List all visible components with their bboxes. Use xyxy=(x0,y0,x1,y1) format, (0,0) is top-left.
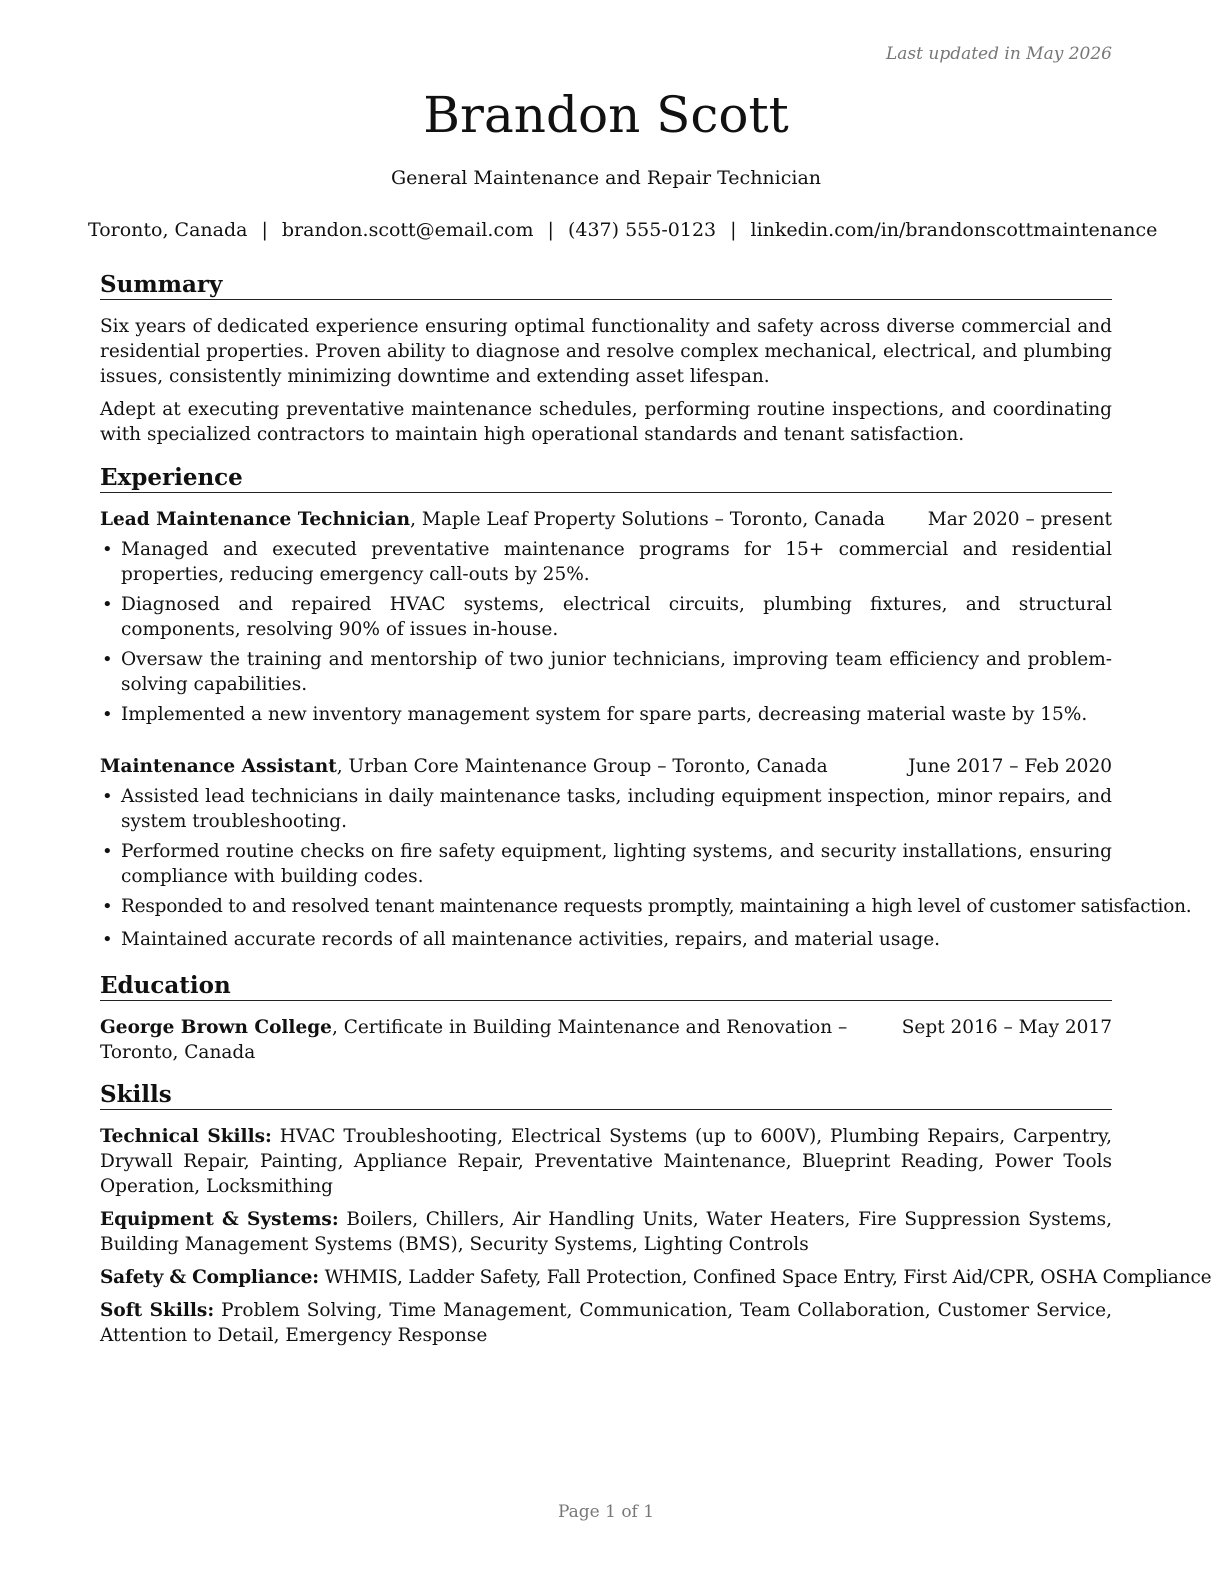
job-bullets xyxy=(100,537,1112,727)
bullet-item: • Diagnosed and repaired HVAC systems, electrical circuits, plumbing fixtures, and structural components, resolving 90% of issues in-house. xyxy=(100,592,1112,642)
skills-section xyxy=(100,1081,1212,1348)
section-title: Skills xyxy=(100,1081,1112,1110)
section-title: Summary xyxy=(100,271,1112,300)
skill-value: Problem Solving, Time Management, Communication, Team Collaboration, Customer Service, Attention to Detail, Emergency Response xyxy=(100,1300,1112,1346)
job-company: , Maple Leaf Property Solutions – Toronto, Canada xyxy=(410,509,886,530)
education-dates: Sept 2016 – May 2017 xyxy=(901,1017,1112,1038)
job-headline: General Maintenance and Repair Technician xyxy=(390,167,822,189)
bullet-item: • Managed and executed preventative maintenance programs for 15+ commercial and residential properties, reducing emergency call-outs by 25%. xyxy=(100,537,1112,587)
candidate-name: Brandon Scott xyxy=(423,86,789,144)
job-company: , Urban Core Maintenance Group – Toronto, Canada xyxy=(336,756,828,777)
summary-paragraph: Adept at executing preventative maintenance schedules, performing routine inspections, and coordinating with specialized contractors to maintain high operational standards and tenant satisfaction. xyxy=(100,399,1112,445)
bullet-item: • Assisted lead technicians in daily maintenance tasks, including equipment inspection, minor repairs, and system troubleshooting. xyxy=(100,784,1112,834)
phone: (437) 555-0123 xyxy=(567,219,717,241)
page-number: Page 1 of 1 xyxy=(557,1502,655,1522)
skill-row xyxy=(100,1298,1112,1348)
education-entry xyxy=(100,1015,1112,1065)
section-title: Education xyxy=(100,972,1112,1001)
section-title: Experience xyxy=(100,464,1112,493)
education-section xyxy=(100,972,1112,1065)
job-bullets xyxy=(100,784,1192,952)
bullet-item: • Oversaw the training and mentorship of two junior technicians, improving team efficiency and problem-solving capabilities. xyxy=(100,647,1112,697)
separator: | xyxy=(730,219,737,241)
skill-row xyxy=(100,1124,1112,1199)
linkedin-link[interactable]: linkedin.com/in/brandonscottmaintenance xyxy=(750,219,1158,241)
experience-section xyxy=(100,464,1192,952)
skill-value: WHMIS, Ladder Safety, Fall Protection, Confined Space Entry, First Aid/CPR, OSHA Compliance xyxy=(324,1267,1212,1288)
education-details: , Certificate in Building Maintenance and Renovation – Toronto, Canada xyxy=(100,1017,848,1063)
skill-row xyxy=(100,1207,1112,1257)
bullet-item: • Performed routine checks on fire safety equipment, lighting systems, and security installations, ensuring compliance with building codes. xyxy=(100,839,1112,889)
skill-label: Soft Skills: xyxy=(100,1300,215,1321)
bullet-item: • Responded to and resolved tenant maintenance requests promptly, maintaining a high level of customer satisfaction. xyxy=(100,894,1118,919)
summary-section xyxy=(100,271,1112,447)
last-updated: Last updated in May 2026 xyxy=(885,44,1112,64)
bullet-item: • Maintained accurate records of all maintenance activities, repairs, and material usage. xyxy=(100,927,1112,952)
job-dates: Mar 2020 – present xyxy=(927,509,1112,530)
bullet-item: • Implemented a new inventory management system for spare parts, decreasing material waste by 15%. xyxy=(100,702,1112,727)
skill-label: Technical Skills: xyxy=(100,1126,272,1147)
job-role: Lead Maintenance Technician xyxy=(100,509,411,530)
separator: | xyxy=(547,219,554,241)
school-name: George Brown College xyxy=(100,1017,332,1038)
separator: | xyxy=(261,219,268,241)
skill-value: HVAC Troubleshooting, Electrical Systems (up to 600V), Plumbing Repairs, Carpentry, Drywall Repair, Painting, Appliance Repair, Preventative Maintenance, Blueprint Reading, Power Tools Operation, Locksmithing xyxy=(100,1126,1112,1197)
skill-label: Equipment & Systems: xyxy=(100,1209,339,1230)
skill-value: Boilers, Chillers, Air Handling Units, Water Heaters, Fire Suppression Systems, Building Management Systems (BMS), Security Systems, Lighting Controls xyxy=(100,1209,1112,1255)
job-role: Maintenance Assistant xyxy=(100,756,337,777)
job-dates: June 2017 – Feb 2020 xyxy=(908,756,1112,777)
location: Toronto, Canada xyxy=(88,219,248,241)
job-header xyxy=(100,507,1112,532)
skill-label: Safety & Compliance: xyxy=(100,1267,319,1288)
job-header xyxy=(100,754,1112,779)
contact-line xyxy=(88,219,1158,241)
resume-page xyxy=(88,0,1212,1584)
email-link[interactable]: brandon.scott@email.com xyxy=(281,219,534,241)
skill-row xyxy=(100,1265,1212,1290)
summary-paragraph: Six years of dedicated experience ensuring optimal functionality and safety across diverse commercial and residential properties. Proven ability to diagnose and resolve complex mechanical, electrical, and plumbing issues, consistently minimizing downtime and extending asset lifespan. xyxy=(100,316,1112,387)
